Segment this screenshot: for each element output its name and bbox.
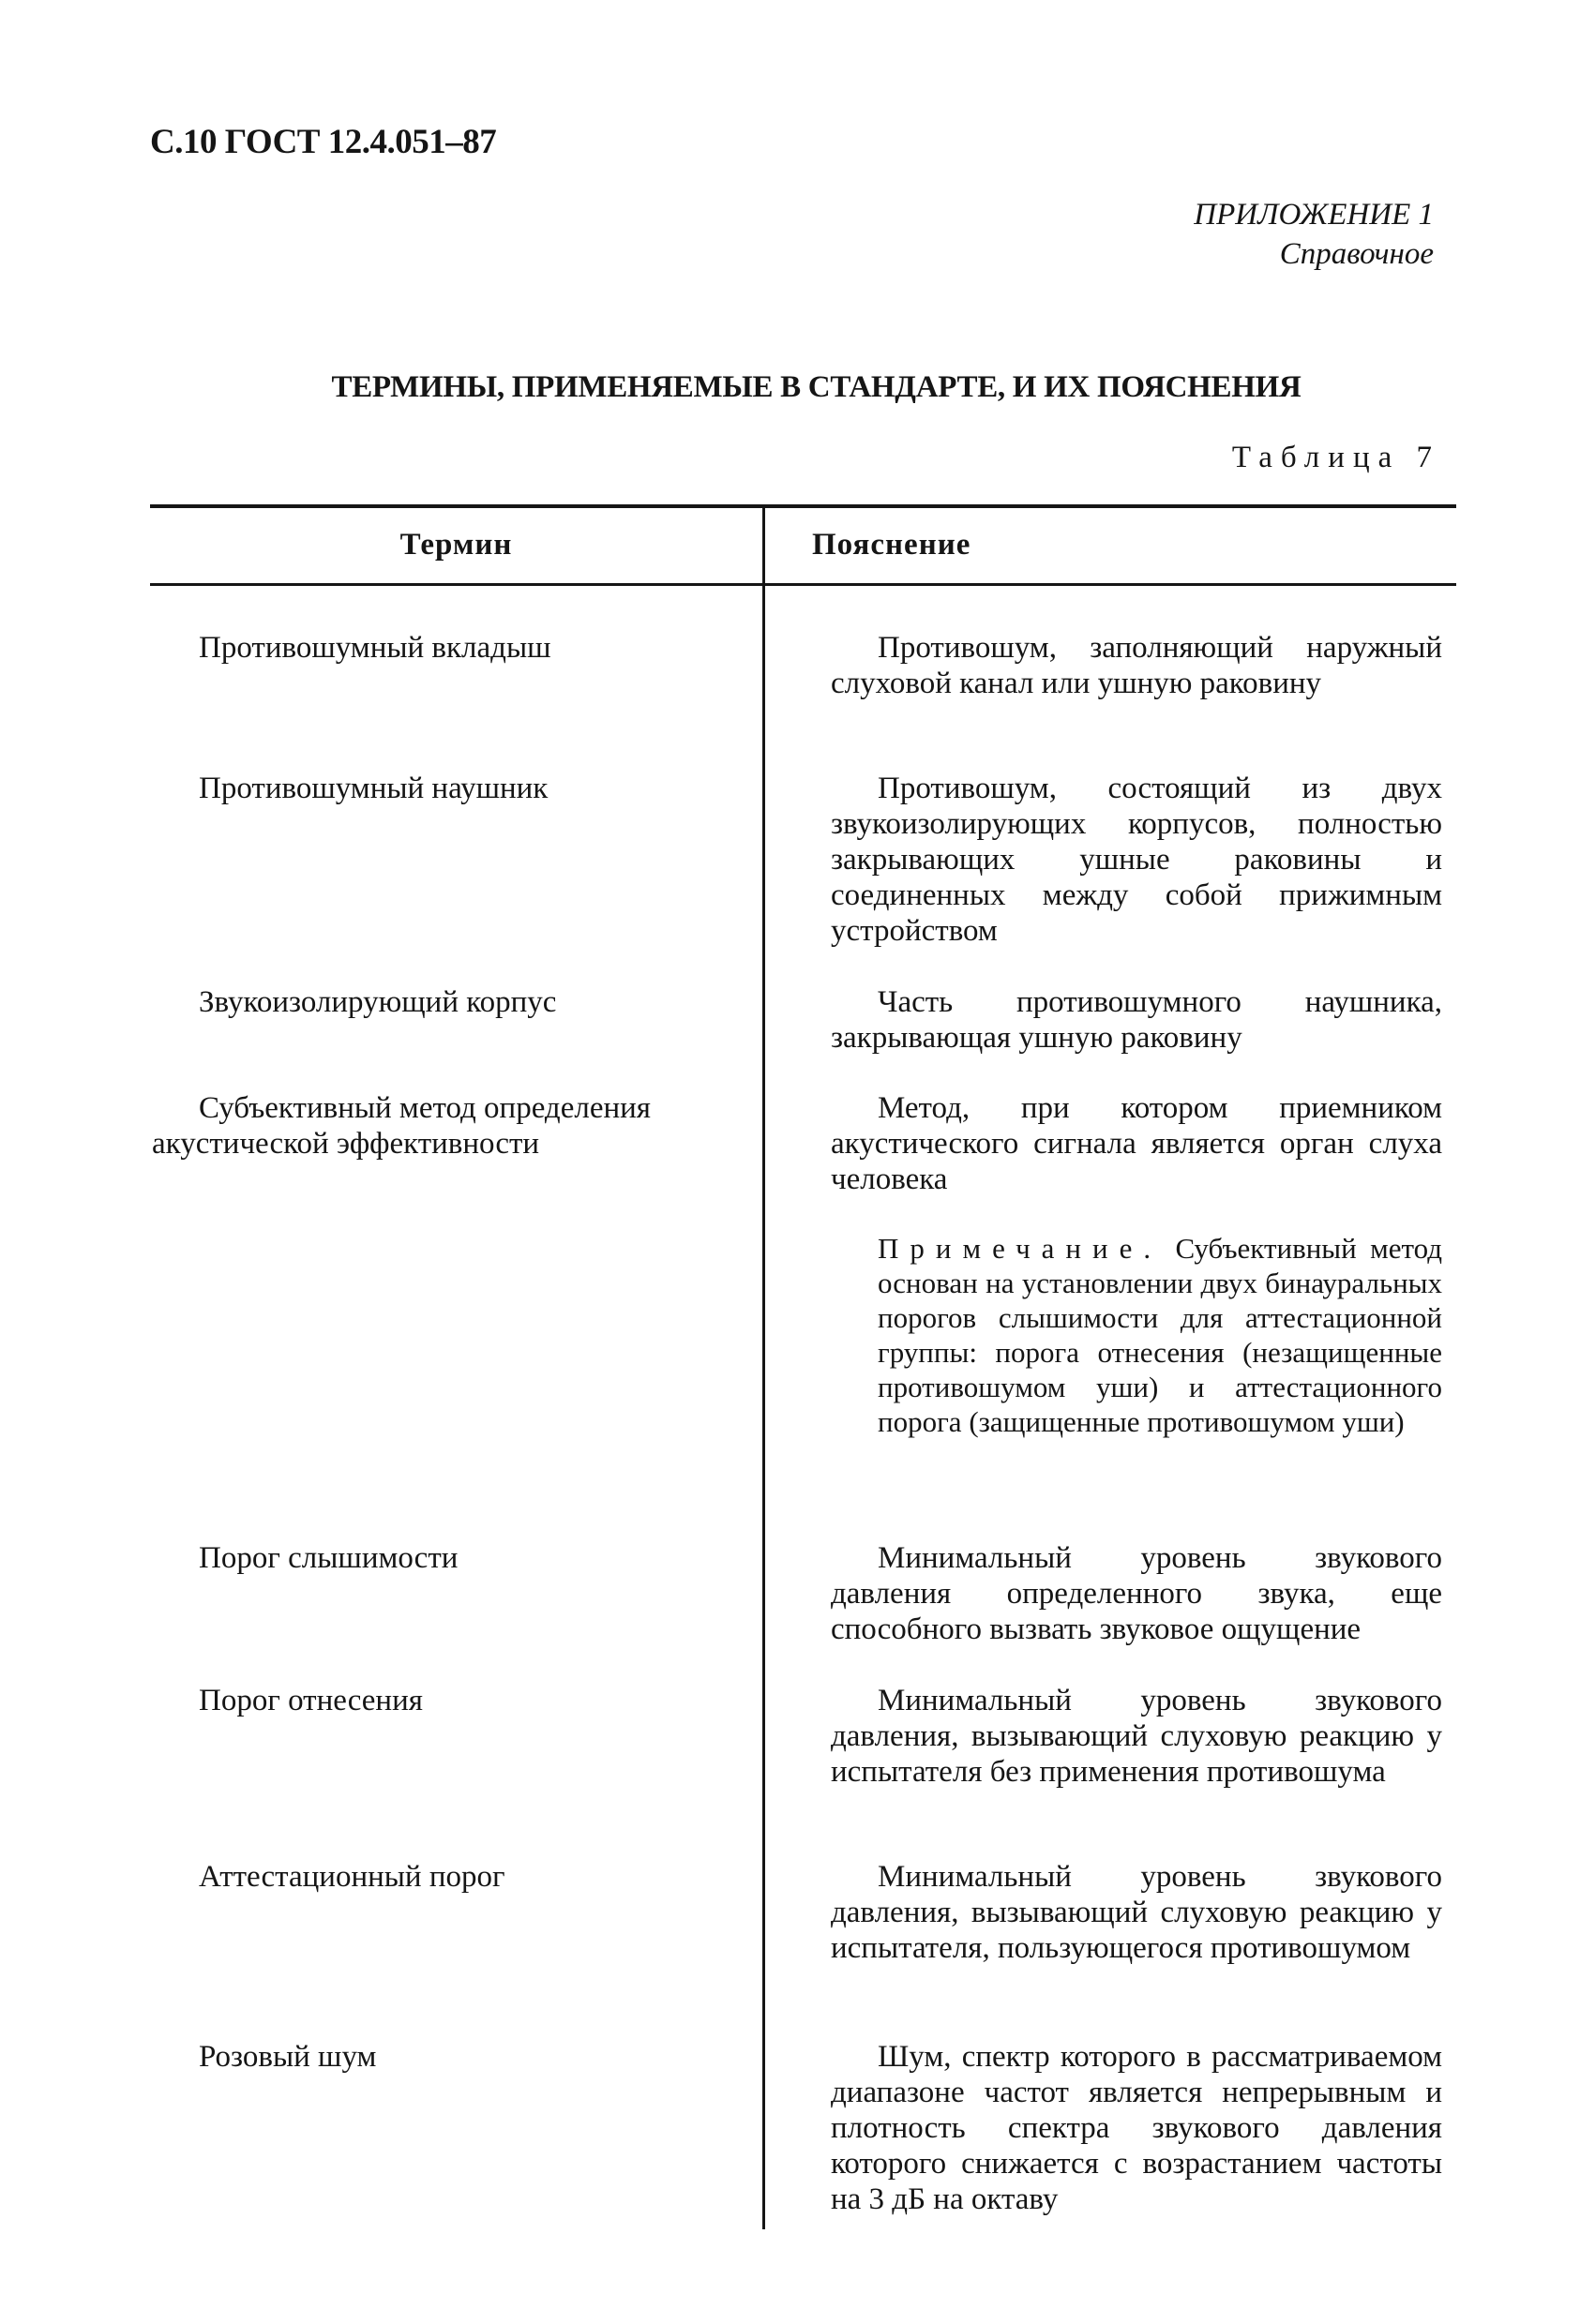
- term-text: Аттестационный порог: [199, 1860, 505, 1894]
- term-cell: [152, 771, 733, 806]
- explanation-cell: Шум, спектр которого в рассматриваемом диапазоне частот является непрерывным и плотность спектра звукового давления которого снижается с возрастанием частоты на 3 дБ на октаву: [831, 2040, 1442, 2216]
- explanation-cell: Минимальный уровень звукового давления, вызывающий слуховую реакцию у испытателя, пользующегося противошумом: [831, 1860, 1442, 1965]
- term-cell: [152, 1090, 733, 1162]
- term-text: Противошумный вкладыш: [199, 631, 551, 665]
- table-label: Таблица 7: [1231, 441, 1440, 474]
- term-text-line2: акустической эффективности: [152, 1127, 540, 1161]
- term-text-line1: Субъективный метод определения: [199, 1091, 651, 1125]
- note-label: Примечание.: [878, 1232, 1163, 1265]
- explanation-cell: Минимальный уровень звукового давления, вызывающий слуховую реакцию у испытателя без применения противошума: [831, 1684, 1442, 1789]
- document-title: ТЕРМИНЫ, ПРИМЕНЯЕМЫЕ В СТАНДАРТЕ, И ИХ ПОЯСНЕНИЯ: [331, 370, 1302, 404]
- term-cell: [152, 1683, 733, 1718]
- column-header-term: Термин: [399, 528, 513, 562]
- explanation-cell: Метод, при котором приемником акустического сигнала является орган слуха человека: [831, 1091, 1442, 1196]
- term-cell: [152, 2039, 733, 2075]
- column-header-explanation: Пояснение: [812, 528, 971, 562]
- term-cell: [152, 1859, 733, 1895]
- note-block: [878, 1231, 1442, 1439]
- table-top-rule: [150, 504, 1456, 508]
- table-header-rule: [150, 583, 1456, 586]
- appendix-label: ПРИЛОЖЕНИЕ 1: [1194, 198, 1434, 232]
- term-text: Звукоизолирующий корпус: [199, 985, 557, 1019]
- term-cell: [152, 1540, 733, 1576]
- explanation-cell: Противошум, заполняющий наружный слуховой канал или ушную раковину: [831, 631, 1442, 700]
- term-text: Порог слышимости: [199, 1541, 459, 1575]
- explanation-cell: Часть противошумного наушника, закрывающая ушную раковину: [831, 985, 1442, 1055]
- explanation-cell: Минимальный уровень звукового давления определенного звука, еще способного вызвать звуковое ощущение: [831, 1541, 1442, 1646]
- note-text: Субъективный метод основан на установлении двух бинауральных порогов слышимости для аттестационной группы: порога отнесения (незащищенные противошумом уши) и аттестационного порога (защищенные противошумом уши): [878, 1232, 1442, 1438]
- column-divider: [762, 504, 765, 2229]
- term-cell: [152, 984, 733, 1020]
- term-cell: [152, 630, 733, 666]
- appendix-block: [1194, 195, 1434, 274]
- appendix-type: Справочное: [1279, 237, 1434, 271]
- term-text: Розовый шум: [199, 2040, 377, 2074]
- term-text: Порог отнесения: [199, 1684, 423, 1717]
- page-header: С.10 ГОСТ 12.4.051–87: [150, 123, 497, 161]
- explanation-cell: Противошум, состоящий из двух звукоизолирующих корпусов, полностью закрывающих ушные раковины и соединенных между собой прижимным устройством: [831, 772, 1442, 948]
- term-text: Противошумный наушник: [199, 772, 549, 805]
